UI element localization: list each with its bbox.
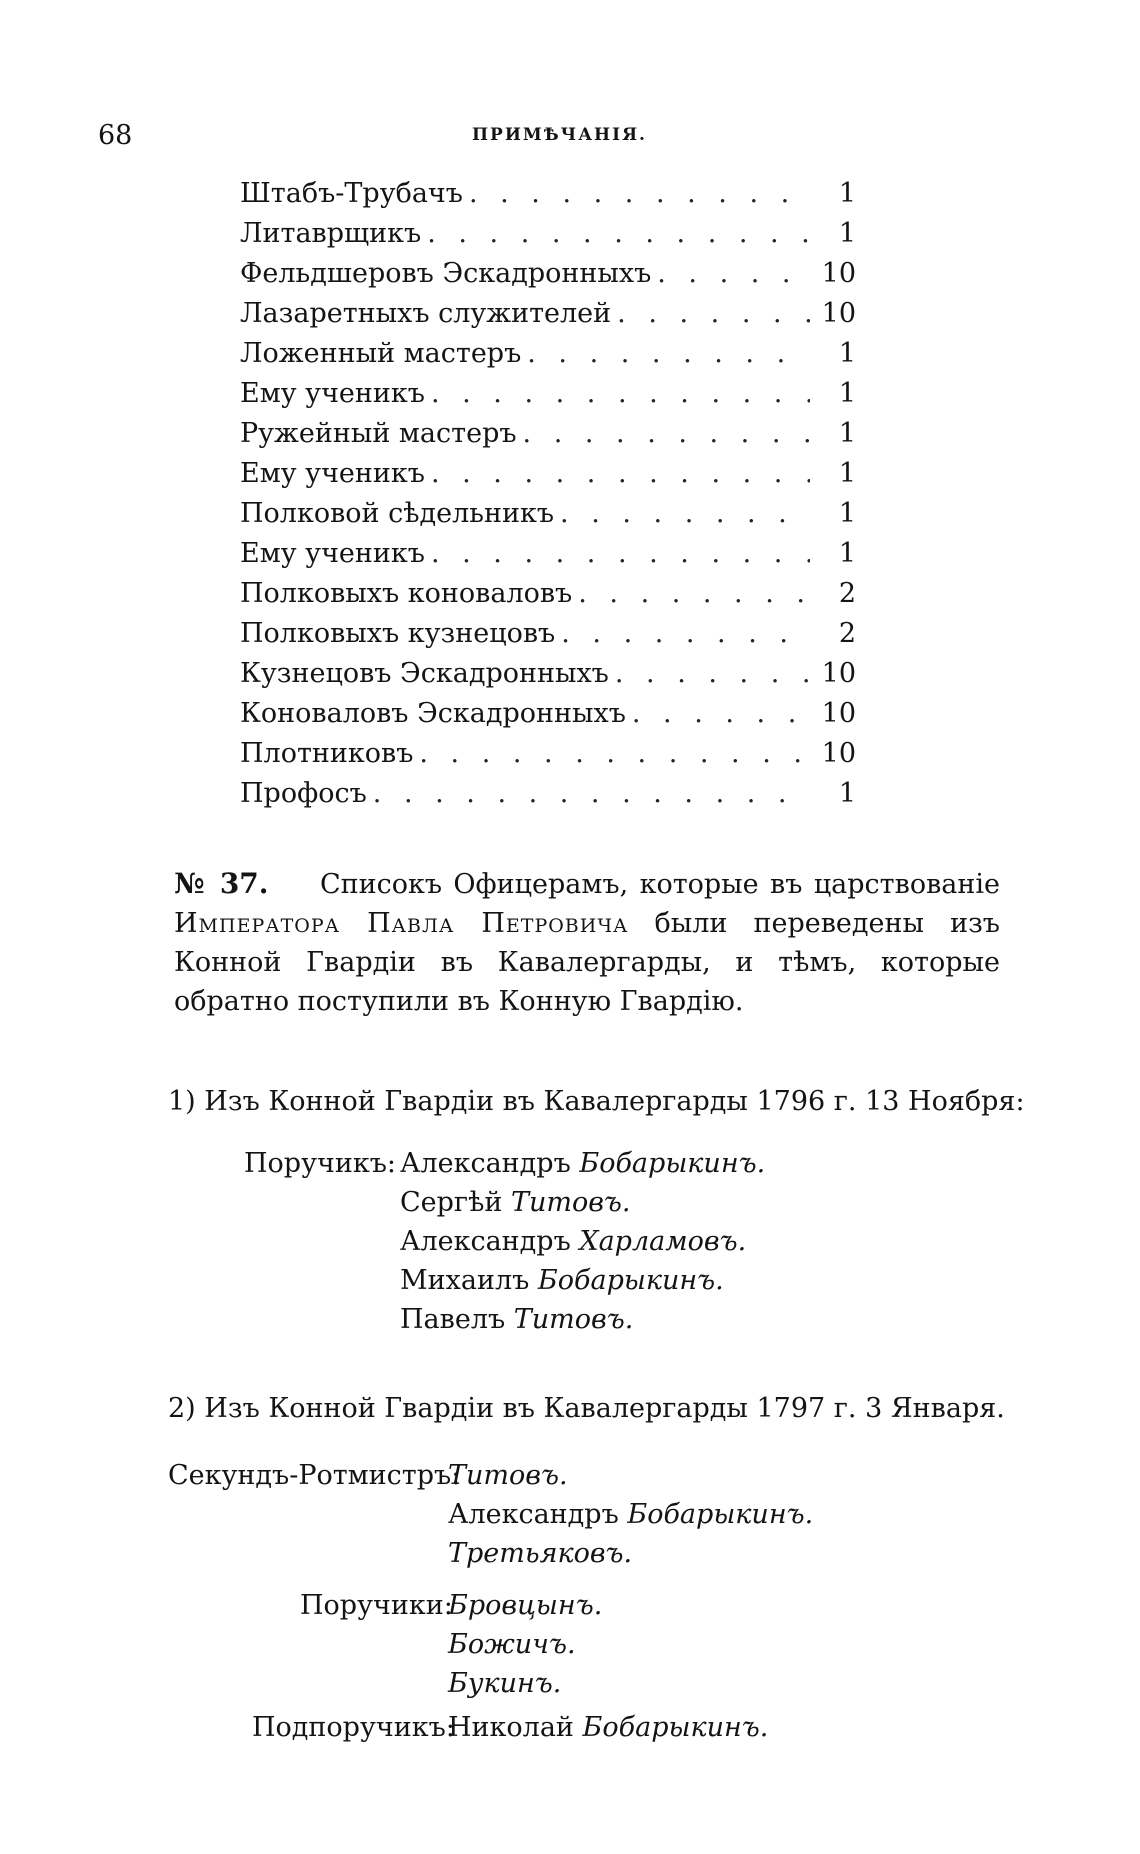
dot-leader — [615, 658, 810, 689]
officer-surname: Титовъ. — [448, 1460, 568, 1491]
list-item — [240, 378, 856, 418]
officer-entry — [448, 1538, 632, 1569]
staff-label: Ему ученикъ — [240, 378, 425, 409]
dot-leader — [373, 778, 810, 809]
dot-leader — [617, 298, 810, 329]
staff-label: Полковыхъ кузнецовъ — [240, 618, 556, 649]
staff-count: 1 — [838, 778, 856, 809]
list-item — [240, 418, 856, 458]
section-1-heading: 1) Изъ Конной Гвардіи въ Кавалергарды 1796 г. 13 Ноября: — [168, 1086, 1025, 1117]
dot-leader — [431, 458, 810, 489]
officer-surname: Бобарыкинъ. — [582, 1712, 769, 1743]
dot-leader — [657, 258, 810, 289]
list-item — [240, 178, 856, 218]
list-item — [240, 658, 856, 698]
officer-entry — [400, 1226, 746, 1257]
officer-surname: Бобарыкинъ. — [579, 1148, 766, 1179]
officer-surname: Третьяковъ. — [448, 1538, 633, 1569]
officer-entry — [448, 1499, 813, 1530]
staff-label: Профосъ — [240, 778, 367, 809]
staff-label: Полковой сѣдельникъ — [240, 498, 555, 529]
staff-label: Ему ученикъ — [240, 458, 425, 489]
officer-entry — [448, 1590, 602, 1621]
staff-label: Полковыхъ коноваловъ — [240, 578, 573, 609]
staff-count: 1 — [838, 178, 856, 209]
emperor-name: Императора Павла Петровича — [174, 908, 629, 939]
officer-surname: Бровцынъ. — [448, 1590, 603, 1621]
list-item — [240, 258, 856, 298]
rank-label: Поручикъ: — [244, 1148, 396, 1179]
staff-count: 10 — [821, 698, 856, 729]
dot-leader — [527, 338, 810, 369]
officer-first-name: Сергѣй — [400, 1187, 503, 1218]
officer-entry — [448, 1668, 561, 1699]
officer-entry — [400, 1304, 633, 1335]
list-item — [240, 498, 856, 538]
staff-count: 1 — [838, 218, 856, 249]
staff-count: 1 — [838, 458, 856, 489]
rank-label: Поручики: — [300, 1590, 453, 1621]
staff-label: Лазаретныхъ служителей — [240, 298, 612, 329]
document-number: № 37. — [174, 867, 269, 900]
list-item — [240, 538, 856, 578]
dot-leader — [419, 738, 810, 769]
page-number: 68 — [98, 120, 133, 151]
officer-surname: Титовъ. — [513, 1304, 634, 1335]
staff-label: Ружейный мастеръ — [240, 418, 517, 449]
dot-leader — [560, 498, 810, 529]
staff-count: 10 — [821, 298, 856, 329]
staff-label: Штабъ-Трубачъ — [240, 178, 463, 209]
officer-surname: Бобарыкинъ. — [627, 1499, 814, 1530]
list-item — [240, 698, 856, 738]
dot-leader — [469, 178, 810, 209]
staff-count: 1 — [838, 498, 856, 529]
dot-leader — [431, 378, 810, 409]
officer-entry — [448, 1629, 576, 1660]
list-item — [240, 458, 856, 498]
list-item — [240, 578, 856, 618]
document-text-after: были переведены изъ Конной Гвардіи въ Кавалергарды, и тѣмъ, которые обратно поступили въ Конную Гвардію. — [174, 908, 1000, 1017]
officer-surname: Букинъ. — [448, 1668, 562, 1699]
list-item — [240, 218, 856, 258]
officer-first-name: Александръ — [400, 1148, 571, 1179]
staff-label: Ему ученикъ — [240, 538, 425, 569]
staff-count: 10 — [821, 258, 856, 289]
rank-label: Секундъ-Ротмистръ: — [168, 1460, 461, 1491]
officer-entry — [448, 1460, 568, 1491]
officer-surname: Бобарыкинъ. — [537, 1265, 724, 1296]
document-text-before: Списокъ Офицерамъ, которые въ царствованіе — [319, 869, 1000, 900]
staff-label: Кузнецовъ Эскадронныхъ — [240, 658, 609, 689]
staff-label: Ложенный мастеръ — [240, 338, 522, 369]
officer-first-name: Михаилъ — [400, 1265, 530, 1296]
officer-entry — [400, 1187, 631, 1218]
officer-first-name: Павелъ — [400, 1304, 506, 1335]
staff-label: Литаврщикъ — [240, 218, 422, 249]
staff-count: 1 — [838, 378, 856, 409]
officer-first-name: Александръ — [400, 1226, 571, 1257]
officer-entry — [448, 1712, 768, 1743]
dot-leader — [427, 218, 810, 249]
officer-surname: Харламовъ. — [579, 1226, 747, 1257]
officer-surname: Титовъ. — [510, 1187, 631, 1218]
list-item — [240, 618, 856, 658]
staff-label: Коноваловъ Эскадронныхъ — [240, 698, 626, 729]
list-item — [240, 738, 856, 778]
officer-entry — [400, 1148, 765, 1179]
list-item — [240, 298, 856, 338]
dot-leader — [523, 418, 810, 449]
dot-leader — [431, 538, 810, 569]
list-item — [240, 338, 856, 378]
dot-leader — [632, 698, 810, 729]
list-item — [240, 778, 856, 818]
officer-first-name: Александръ — [448, 1499, 619, 1530]
officer-first-name: Николай — [448, 1712, 574, 1743]
officer-entry — [400, 1265, 724, 1296]
staff-count: 1 — [838, 418, 856, 449]
section-2-heading: 2) Изъ Конной Гвардіи въ Кавалергарды 1797 г. 3 Января. — [168, 1393, 1005, 1424]
staff-count: 2 — [838, 578, 856, 609]
officer-surname: Божичъ. — [448, 1629, 576, 1660]
staff-count: 1 — [838, 338, 856, 369]
staff-label: Фельдшеровъ Эскадронныхъ — [240, 258, 652, 289]
document-paragraph — [174, 864, 1000, 1021]
staff-label: Плотниковъ — [240, 738, 414, 769]
staff-count: 10 — [821, 738, 856, 769]
dot-leader — [561, 618, 810, 649]
staff-count: 10 — [821, 658, 856, 689]
rank-label: Подпоручикъ: — [252, 1712, 455, 1743]
running-title: ПРИМѢЧАНІЯ. — [472, 125, 647, 145]
dot-leader — [578, 578, 810, 609]
staff-count: 2 — [838, 618, 856, 649]
staff-count: 1 — [838, 538, 856, 569]
